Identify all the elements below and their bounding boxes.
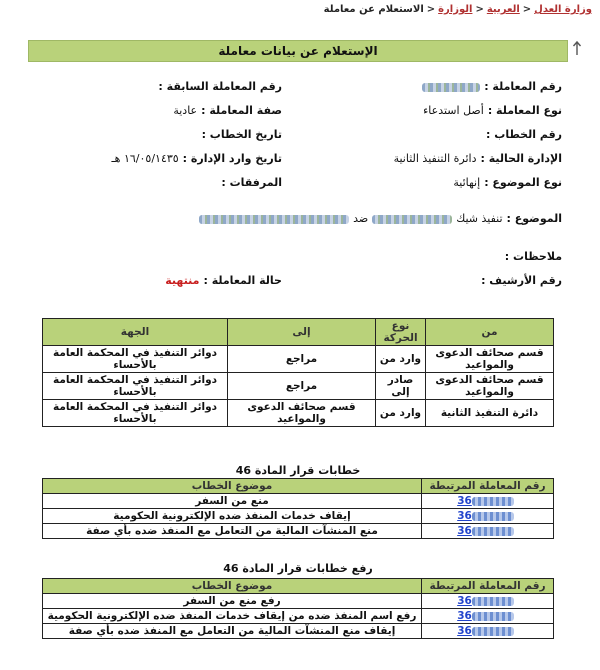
notes-field [505,250,562,263]
dept-arrival-value: ١٦/٠٥/١٤٣٥ هـ [111,152,179,165]
article46-lift-header-related: رقم المعاملة المرتبطة [422,579,554,594]
related-txn-cell [422,494,554,509]
table-row [43,346,554,373]
related-txn-redacted [472,527,514,536]
attachments-field [221,176,282,189]
archive-label: رقم الأرشيف : [481,274,562,287]
letter-date-field [202,128,282,141]
letter-subject: إيقاف منع المنشآت المالية من التعامل مع المنفذ ضده بأي صفة [43,624,422,639]
panel-title: الإستعلام عن بيانات معاملة [28,40,568,62]
related-txn-redacted [472,497,514,506]
breadcrumb-link-arabic[interactable]: العربية [486,4,520,15]
breadcrumb [8,4,592,20]
status-label: حالة المعاملة : [203,274,282,287]
letter-subject: إيقاف خدمات المنفذ ضده الإلكترونية الحكومية [43,509,422,524]
txn-nature-value: عادية [173,104,198,117]
movement-entity: دوائر التنفيذ في المحكمة العامة بالأحساء [43,346,228,373]
txn-nature-label: صفة المعاملة : [201,104,282,117]
subject-type-value: إنهائية [453,176,481,189]
related-txn-cell [422,509,554,524]
movement-type: صادر إلى [376,373,426,400]
movement-from: قسم صحائف الدعوى والمواعيد [426,346,554,373]
related-txn-link[interactable]: 36 [457,510,518,522]
prev-txn-field [158,80,282,93]
related-txn-cell [422,609,554,624]
article46-lift-table [42,578,554,639]
article46-header-row [43,479,554,494]
related-txn-redacted [472,512,514,521]
table-row [43,509,554,524]
movement-type: وارد من [376,400,426,427]
movements-header-from: من [426,319,554,346]
txn-type-label: نوع المعاملة : [487,104,562,117]
subject-defendant-redacted [199,215,349,224]
table-row [43,494,554,509]
breadcrumb-separator: < [475,4,484,15]
table-row [43,609,554,624]
movements-header-row [43,319,554,346]
breadcrumb-separator: < [522,4,532,15]
article46-lift-header-row [43,579,554,594]
related-txn-link[interactable]: 36 [457,625,518,637]
table-row [43,524,554,539]
subject-value-mid: ضد [353,212,369,225]
letter-subject: منع من السفر [43,494,422,509]
table-row [43,594,554,609]
letter-subject: منع المنشآت المالية من التعامل مع المنفذ ضده بأي صفة [43,524,422,539]
article46-lift-header-subject: موضوع الخطاب [43,579,422,594]
letter-subject: رفع منع من السفر [43,594,422,609]
breadcrumb-separator: < [426,4,436,15]
related-txn-cell [422,624,554,639]
txn-type-field [423,104,562,117]
related-txn-cell [422,594,554,609]
scroll-up-arrow-icon[interactable] [572,40,582,56]
table-row [43,400,554,427]
letter-number-label: رقم الخطاب : [486,128,562,141]
movement-to: قسم صحائف الدعوى والمواعيد [228,400,376,427]
txn-number-field [422,80,562,93]
subject-value-prefix: تنفيذ شيك [456,212,503,225]
subject-party-redacted [372,215,452,224]
txn-type-value: أصل استدعاء [423,104,484,117]
related-txn-redacted [472,612,514,621]
table-row [43,624,554,639]
breadcrumb-link-ministry[interactable]: وزارة العدل [534,4,592,15]
article46-header-subject: موضوع الخطاب [43,479,422,494]
related-txn-link[interactable]: 36 [457,495,518,507]
related-txn-link[interactable]: 36 [457,525,518,537]
movement-from: دائرة التنفيذ الثانية [426,400,554,427]
related-txn-cell [422,524,554,539]
txn-number-redacted [422,83,480,92]
article46-table [42,478,554,539]
breadcrumb-link-ministry-page[interactable]: الوزارة [438,4,473,15]
archive-field [481,274,562,287]
attachments-label: المرفقات : [221,176,282,189]
related-txn-redacted [472,627,514,636]
movements-table [42,318,554,427]
prev-txn-label: رقم المعاملة السابقة : [158,80,282,93]
movements-header-type: نوع الحركة [376,319,426,346]
subject-field [199,212,562,225]
txn-nature-field [173,104,282,117]
letter-date-label: تاريخ الخطاب : [201,128,282,141]
status-value: منتهية [165,274,200,287]
subject-label: الموضوع : [506,212,562,225]
movement-type: وارد من [376,346,426,373]
movements-header-entity: الجهة [43,319,228,346]
movements-header-to: إلى [228,319,376,346]
movement-to: مراجع [228,346,376,373]
movement-entity: دوائر التنفيذ في المحكمة العامة بالأحساء [43,400,228,427]
subject-type-field [453,176,562,189]
movement-from: قسم صحائف الدعوى والمواعيد [426,373,554,400]
breadcrumb-current: الاستعلام عن معاملة [323,4,424,15]
current-dept-value: دائرة التنفيذ الثانية [393,152,477,165]
letter-number-field [486,128,562,141]
related-txn-link[interactable]: 36 [457,595,518,607]
movement-to: مراجع [228,373,376,400]
movement-entity: دوائر التنفيذ في المحكمة العامة بالأحساء [43,373,228,400]
article46-lift-caption: رفع خطابات قرار المادة 46 [223,562,373,575]
notes-label: ملاحظات : [504,250,562,263]
article46-header-related: رقم المعاملة المرتبطة [422,479,554,494]
dept-arrival-label: تاريخ وارد الإدارة : [182,152,282,165]
status-field [165,274,282,287]
letter-subject: رفع اسم المنفذ ضده من إيقاف خدمات المنفذ ضده الإلكترونية الحكومية [43,609,422,624]
related-txn-link[interactable]: 36 [457,610,518,622]
current-dept-label: الإدارة الحالية : [480,152,562,165]
table-row [43,373,554,400]
current-dept-field [394,152,562,165]
dept-arrival-field [111,152,282,165]
related-txn-redacted [472,597,514,606]
txn-number-label: رقم المعاملة : [484,80,562,93]
subject-type-label: نوع الموضوع : [484,176,562,189]
article46-caption: خطابات قرار المادة 46 [235,464,361,477]
